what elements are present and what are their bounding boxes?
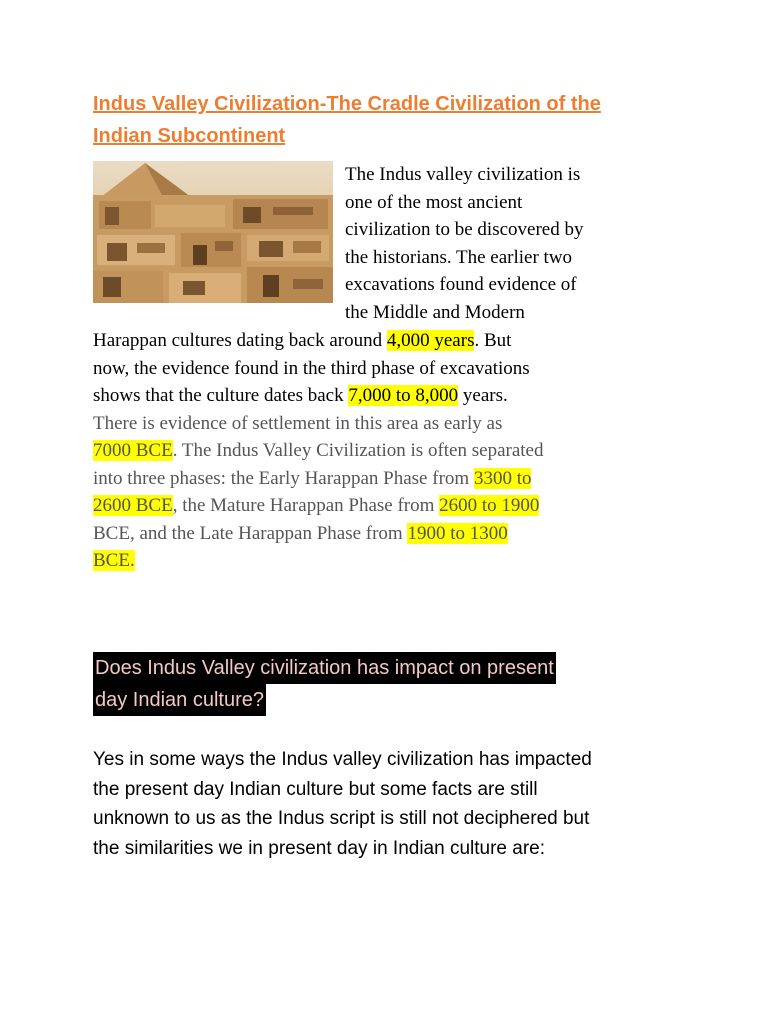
text-run: . But [474, 330, 512, 351]
settlement-line [93, 492, 539, 520]
settlement-line [93, 465, 531, 493]
highlight-late-phase: 1900 to 1300 [407, 522, 508, 544]
intro-line: the Middle and Modern [345, 301, 525, 323]
settlement-line [93, 437, 543, 465]
highlight-mature-phase: 2600 to 1900 [439, 495, 540, 516]
intro-line: civilization to be discovered by [345, 219, 584, 240]
intro-line [93, 327, 511, 355]
settlement-line [93, 520, 508, 548]
highlight-7000-bce: 7000 BCE [93, 440, 173, 461]
question-heading [93, 652, 556, 716]
text-run: years. [458, 385, 508, 406]
highlight-4000-years: 4,000 years [386, 330, 475, 351]
ruins-illustration [93, 161, 333, 303]
highlight-7000-8000: 7,000 to 8,000 [348, 385, 459, 406]
intro-line: excavations found evidence of [345, 274, 577, 295]
text-run: shows that the culture dates back [93, 385, 349, 406]
highlight-early-phase: 3300 to [473, 467, 532, 489]
answer-line: unknown to us as the Indus script is still not deciphered but [93, 808, 590, 829]
intro-line: one of the most ancient [345, 191, 523, 213]
intro-line: now, the evidence found in the third phase of excavations [93, 357, 530, 379]
title-line-1: Indus Valley Civilization-The Cradle Civilization of the [93, 93, 601, 115]
answer-paragraph [93, 745, 683, 863]
question-line-1: Does Indus Valley civilization has impact on present [93, 652, 556, 684]
page-title [93, 88, 693, 152]
intro-line [93, 382, 508, 410]
highlight-early-phase-end: 2600 BCE [93, 495, 173, 516]
intro-line: The Indus valley civilization is [345, 164, 581, 185]
intro-line: the historians. The earlier two [345, 246, 573, 268]
highlight-late-phase-end: BCE. [93, 550, 135, 571]
answer-line: Yes in some ways the Indus valley civilization has impacted [93, 749, 592, 770]
text-run: Harappan cultures dating back around [93, 330, 387, 351]
text-run: into three phases: the Early Harappan Phase from [93, 467, 474, 489]
intro-paragraph-beside-image [345, 161, 665, 326]
ruins-image [93, 161, 333, 303]
title-line-2: Indian Subcontinent [93, 125, 286, 147]
text-run: BCE, and the Late Harappan Phase from [93, 522, 408, 544]
answer-line: the similarities we in present day in Indian culture are: [93, 837, 546, 859]
settlement-line: There is evidence of settlement in this area as early as [93, 412, 503, 434]
question-line-2: day Indian culture? [93, 684, 266, 716]
answer-line: the present day Indian culture but some facts are still [93, 778, 538, 800]
text-run: . The Indus Valley Civilization is often separated [172, 440, 544, 461]
settlement-line [93, 547, 135, 575]
text-run: , the Mature Harappan Phase from [172, 495, 440, 516]
